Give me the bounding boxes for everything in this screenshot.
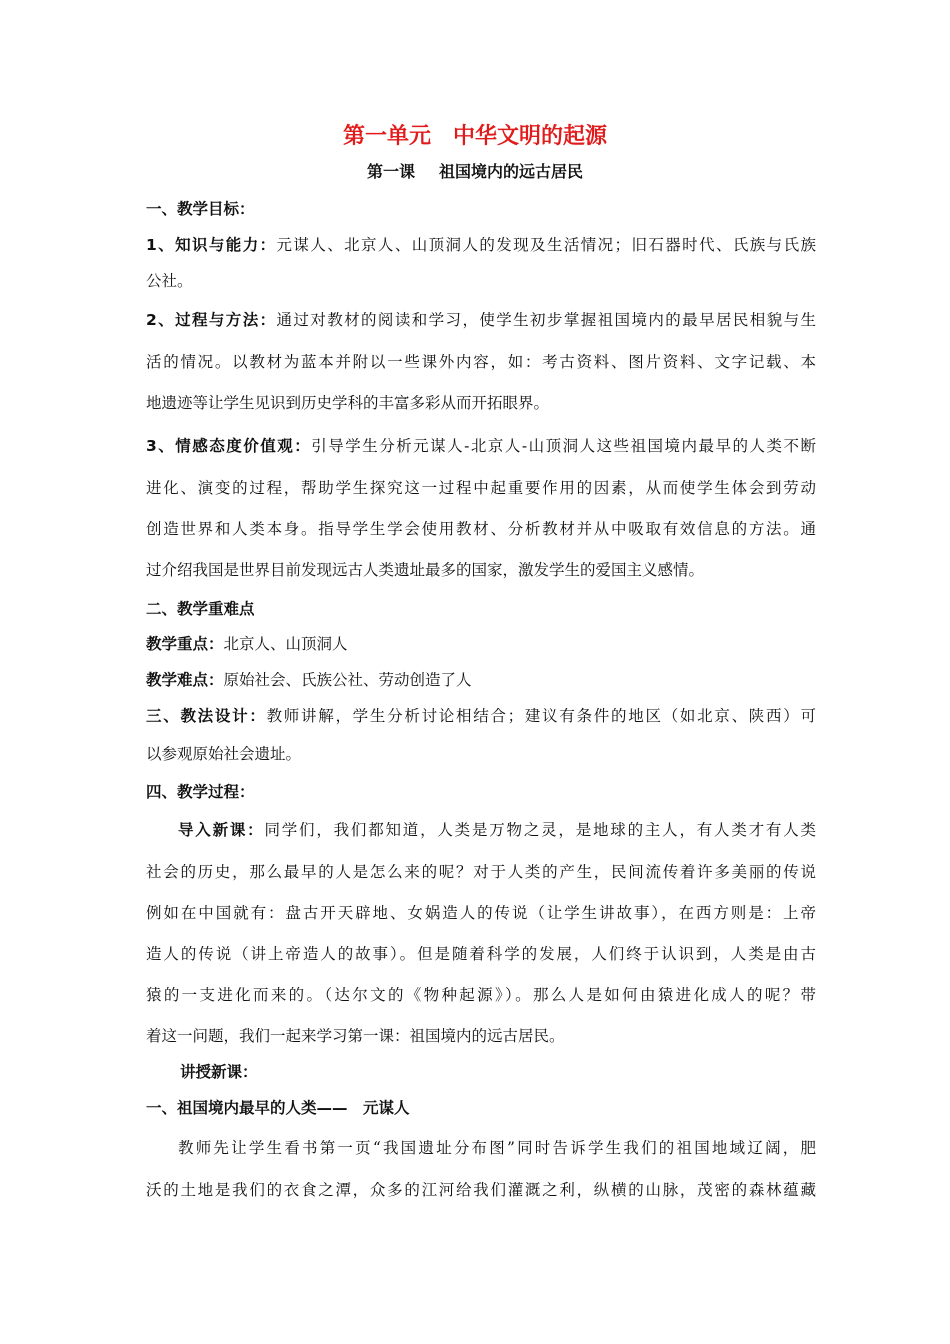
lesson-number: 第一课 <box>366 162 415 181</box>
process-paragraph-line: 活的情况。以教材为蓝本并附以一些课外内容，如：考古资料、图片资料、文字记载、本 <box>146 353 816 371</box>
intro-paragraph-line: 猿的一支进化而来的。（达尔文的《物种起源》）。那么人是如何由猿进化成人的呢？带 <box>146 986 816 1004</box>
part1-paragraph-line: 沃的土地是我们的衣食之潭，众多的江河给我们灌溉之利，纵横的山脉，茂密的森林蕴藏 <box>146 1181 816 1199</box>
part1-heading: 一、祖国境内最早的人类—— 元谋人 <box>146 1099 410 1117</box>
objectives-heading: 一、教学目标： <box>146 200 255 218</box>
lesson-name: 祖国境内的远古居民 <box>439 162 584 181</box>
teach-heading: 讲授新课： <box>180 1063 258 1081</box>
unit-title: 第一单元 中华文明的起源 <box>342 124 607 149</box>
emotion-paragraph-line: 进化、演变的过程，帮助学生探究这一过程中起重要作用的因素，从而使学生体会到劳动 <box>146 479 816 497</box>
process-paragraph-line: 地遗迹等让学生见识到历史学科的丰富多彩从而开拓眼界。 <box>146 394 550 412</box>
focus-line: 教学重点：北京人、山顶洞人 <box>146 635 348 653</box>
intro-paragraph-line: 例如在中国就有：盘古开天辟地、女娲造人的传说（让学生讲故事），在西方则是：上帝 <box>146 904 816 922</box>
intro-paragraph-line: 着这一问题，我们一起来学习第一课：祖国境内的远古居民。 <box>146 1027 565 1045</box>
intro-paragraph: 导入新课：同学们，我们都知道，人类是万物之灵，是地球的主人，有人类才有人类 <box>178 821 816 839</box>
emotion-paragraph-line: 过介绍我国是世界目前发现远古人类遗址最多的国家，激发学生的爱国主义感情。 <box>146 561 705 579</box>
keypoints-heading: 二、教学重难点 <box>146 600 255 618</box>
knowledge-paragraph-line: 公社。 <box>146 272 193 290</box>
intro-paragraph-line: 造人的传说（讲上帝造人的故事）。但是随着科学的发展，人们终于认识到，人类是由古 <box>146 945 816 963</box>
method-paragraph: 三、教法设计：教师讲解，学生分析讨论相结合；建议有条件的地区（如北京、陕西）可 <box>146 707 816 725</box>
emotion-paragraph-line: 创造世界和人类本身。指导学生学会使用教材、分析教材并从中吸取有效信息的方法。通 <box>146 520 816 538</box>
emotion-paragraph: 3、情感态度价值观：引导学生分析元谋人-北京人-山顶洞人这些祖国境内最早的人类不断 <box>146 437 816 455</box>
method-paragraph-line: 以参观原始社会遗址。 <box>146 745 302 763</box>
process-paragraph: 2、过程与方法：通过对教材的阅读和学习，使学生初步掌握祖国境内的最早居民相貌与生 <box>146 311 816 329</box>
knowledge-paragraph: 1、知识与能力：元谋人、北京人、山顶洞人的发现及生活情况；旧石器时代、氏族与氏族 <box>146 236 816 254</box>
difficulty-line: 教学难点：原始社会、氏族公社、劳动创造了人 <box>146 671 472 689</box>
part1-paragraph: 教师先让学生看书第一页“我国遗址分布图”同时告诉学生我们的祖国地域辽阔，肥 <box>178 1139 816 1157</box>
process-heading: 四、教学过程： <box>146 783 255 801</box>
intro-paragraph-line: 社会的历史，那么最早的人是怎么来的呢？对于人类的产生，民间流传着许多美丽的传说 <box>146 863 816 881</box>
lesson-title <box>0 160 950 184</box>
